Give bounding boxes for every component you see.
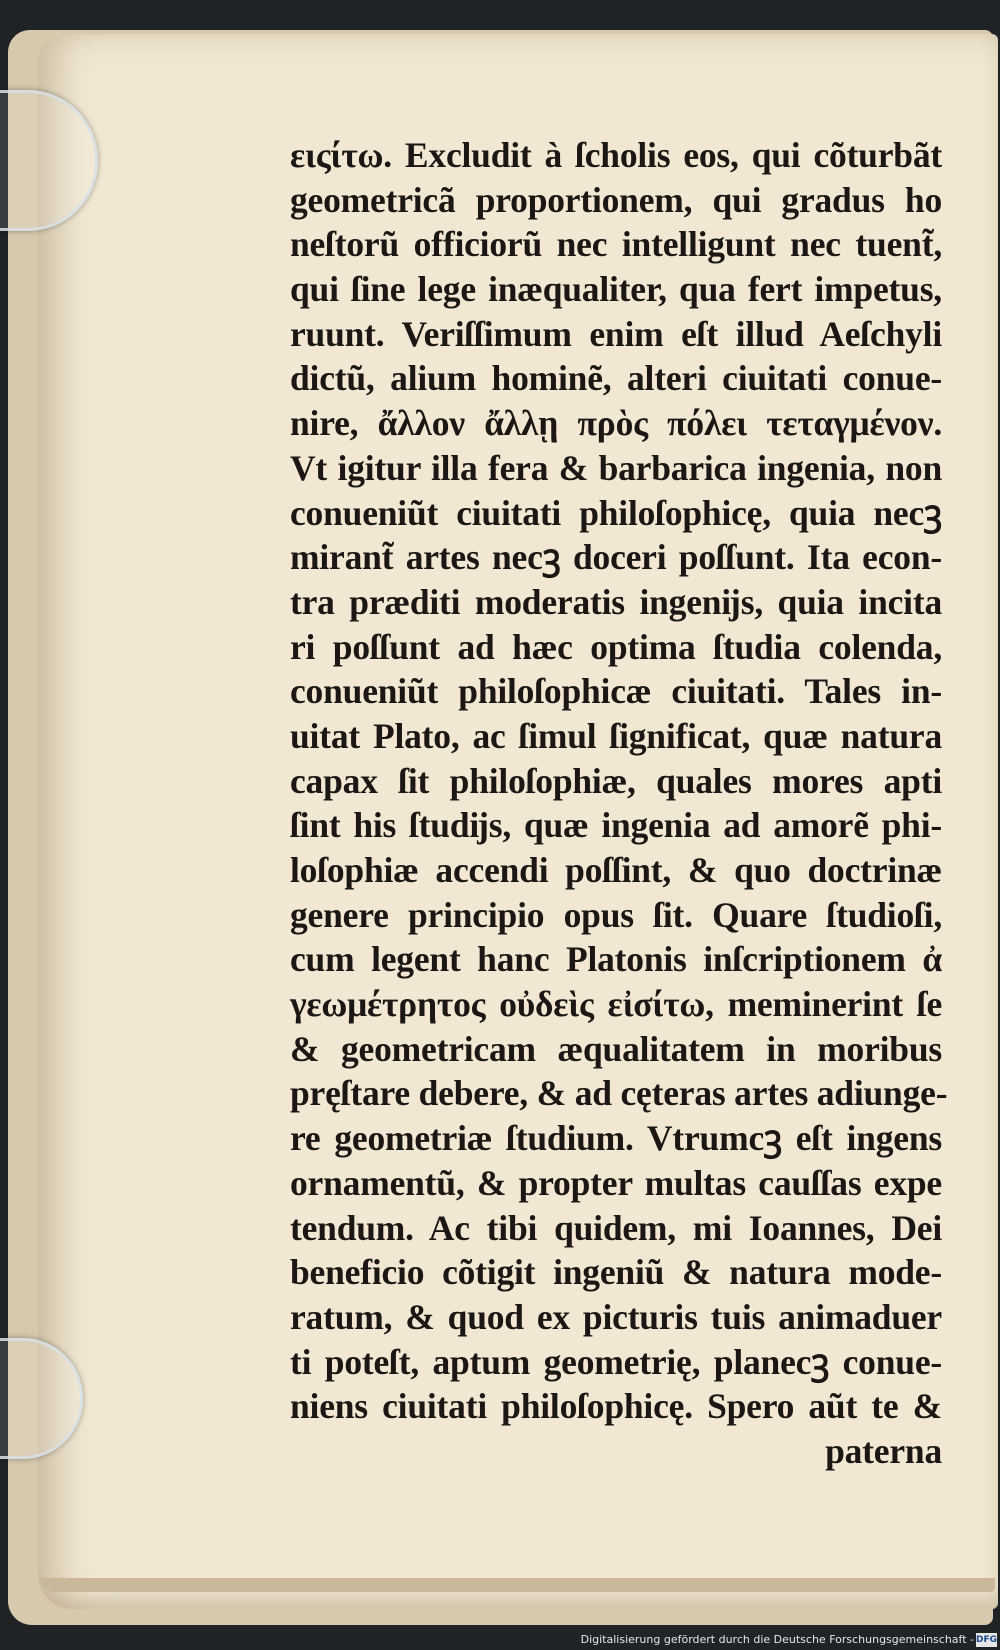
dfg-logo: DFG [976, 1635, 998, 1645]
catchword: paterna [825, 1430, 942, 1471]
text-line: ti poteſt, aptum geometrię, planecꝫ conue- [290, 1341, 942, 1382]
printed-text-block [290, 133, 948, 1474]
text-line: pręſtare debere, & ad cęteras artes adiunge- [290, 1073, 948, 1114]
text-line: uitat Plato, ac ſimul ſignificat, quæ natura [290, 715, 942, 756]
text-line: re geometriæ ſtudium. Vtrumcꝫ eſt ingens [290, 1118, 942, 1159]
text-line: ratum, & quod ex picturis tuis animaduer [290, 1296, 942, 1337]
text-line: neſtorũ officiorũ nec intelligunt nec tuent̃, [290, 224, 942, 265]
text-line: nire, ἄλλον ἄλλῃ πρὸς πόλει τεταγμένον. [290, 403, 942, 444]
text-line: niens ciuitati philoſophicę. Spero aũt te & [290, 1386, 942, 1427]
text-line: & geometricam æqualitatem in moribus [290, 1028, 942, 1069]
footer-credit: Digitalisierung gefördert durch die Deutsche Forschungsgemeinschaft - [580, 1633, 974, 1646]
text-line: ſint his ſtudĳs, quæ ingenia ad amorẽ phi- [290, 805, 942, 846]
text-line: geometricã proportionem, qui gradus ho [290, 179, 942, 220]
text-line: mirant̃ artes necꝫ doceri poſſunt. Ita econ- [290, 537, 942, 578]
text-line: tra præditi moderatis ingenĳs, quia incita [290, 581, 942, 622]
text-line: capax ſit philoſophiæ, quales mores apti [290, 760, 942, 801]
text-line: conueniũt philoſophicæ ciuitati. Tales in- [290, 671, 942, 712]
text-line: genere principio opus ſit. Quare ſtudioſi, [290, 894, 942, 935]
text-line: ri poſſunt ad hæc optima ſtudia colenda, [290, 626, 942, 667]
text-line: ειςίτω. Excludit à ſcholis eos, qui cõturbãt [290, 135, 942, 175]
page-bottom-edge [40, 1578, 995, 1592]
text-line: cum legent hanc Platonis inſcriptionem ἀ [290, 939, 942, 980]
text-line: Vt igitur illa fera & barbarica ingenia, non [290, 447, 942, 488]
text-line: beneficio cõtigit ingeniũ & natura mode- [290, 1252, 942, 1293]
text-line: ruunt. Veriſſimum enim eſt illud Aeſchyli [290, 313, 942, 354]
digitization-footer [0, 1631, 1000, 1650]
text-line: ornamentũ, & propter multas cauſſas expe [290, 1162, 942, 1203]
text-line: qui ſine lege inæqualiter, qua fert impetus, [290, 269, 942, 310]
text-line: conueniũt ciuitati philoſophicę, quia necꝫ [290, 492, 942, 533]
text-line: γεωμέτρητος οὐδεὶς εἰσίτω, meminerint ſe [290, 984, 942, 1025]
text-line: dictũ, alium hominẽ, alteri ciuitati conue- [290, 358, 942, 399]
text-line: tendum. Ac tibi quidem, mi Ioannes, Dei [290, 1207, 942, 1248]
text-line: loſophiæ accendi poſſint, & quo doctrinæ [290, 850, 942, 890]
